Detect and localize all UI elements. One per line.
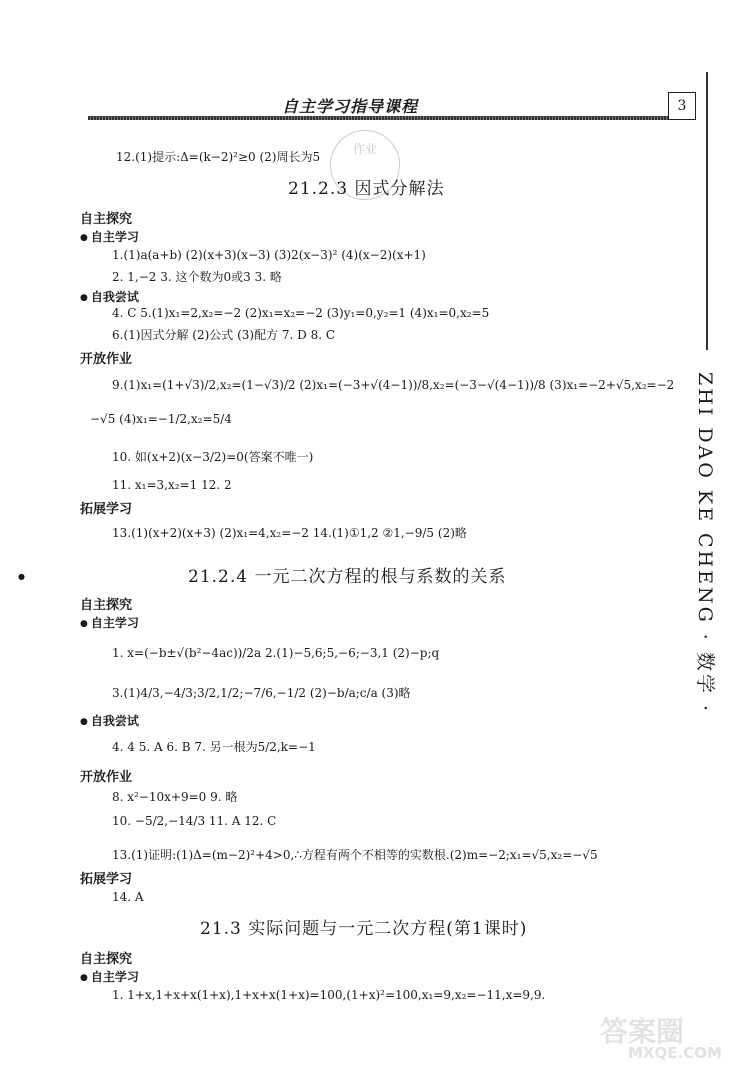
answer-line: −√5 (4)x₁=−1/2,x₂=5/4 xyxy=(90,412,232,426)
watermark-logo: 答案圈 xyxy=(600,1015,685,1048)
answer-line: 1. 1+x,1+x+x(1+x),1+x+x(1+x)=100,(1+x)²=100,x₁=9,x₂=−11,x=9,9. xyxy=(112,988,546,1002)
section-title: 21.3 实际问题与一元二次方程(第1课时) xyxy=(200,919,528,939)
group-heading: 拓展学习 xyxy=(80,502,133,517)
side-label xyxy=(688,372,728,714)
answer-line: 10. 如(x+2)(x−3/2)=0(答案不唯一) xyxy=(112,450,314,464)
watermark-url: MXQE.COM xyxy=(628,1044,722,1062)
answer-line: 9.(1)x₁=(1+√3)/2,x₂=(1−√3)/2 (2)x₁=(−3+√(4−1))/8,x₂=(−3−√(4−1))/8 (3)x₁=−2+√5,x₂=−2 xyxy=(112,378,675,392)
answer-line: 6.(1)因式分解 (2)公式 (3)配方 7. D 8. C xyxy=(112,328,336,342)
answer-line: 2. 1,−2 3. 这个数为0或3 3. 略 xyxy=(112,270,282,284)
subheading: ● 自我尝试 xyxy=(80,712,139,729)
header-title: 自主学习指导课程 xyxy=(282,97,419,116)
answer-line: 1. x=(−b±√(b²−4ac))/2a 2.(1)−5,6;5,−6;−3,1 (2)−p;q xyxy=(112,646,440,660)
section-title: 21.2.3 因式分解法 xyxy=(288,179,445,199)
header-rule xyxy=(88,116,678,120)
subheading: ● 自主学习 xyxy=(80,968,139,985)
answer-line: 12.(1)提示:Δ=(k−2)²≥0 (2)周长为5 xyxy=(116,150,321,164)
group-heading: 开放作业 xyxy=(80,770,133,785)
answer-line: 4. 4 5. A 6. B 7. 另一根为5/2,k=−1 xyxy=(112,740,316,754)
answer-line: 1.(1)a(a+b) (2)(x+3)(x−3) (3)2(x−3)² (4)(x−2)(x+1) xyxy=(112,248,426,262)
answer-line: 13.(1)证明:(1)Δ=(m−2)²+4>0,∴方程有两个不相等的实数根.(2)m=−2;x₁=√5,x₂=−√5 xyxy=(112,848,598,862)
answer-line: 11. x₁=3,x₂=1 12. 2 xyxy=(112,478,232,492)
group-heading: 自主探究 xyxy=(80,212,133,227)
side-label-text: ZHI DAO KE CHENG · 数学 · xyxy=(694,372,716,714)
answer-line: 4. C 5.(1)x₁=2,x₂=−2 (2)x₁=x₂=−2 (3)y₁=0,y₂=1 (4)x₁=0,x₂=5 xyxy=(112,306,490,320)
subheading: ● 自主学习 xyxy=(80,228,139,245)
answer-line: 14. A xyxy=(112,890,144,904)
page-number: 3 xyxy=(668,92,696,120)
section-title: 21.2.4 一元二次方程的根与系数的关系 xyxy=(188,567,507,587)
answer-line: 8. x²−10x+9=0 9. 略 xyxy=(112,790,238,804)
group-heading: 开放作业 xyxy=(80,352,133,367)
group-heading: 自主探究 xyxy=(80,952,133,967)
answer-line: 10. −5/2,−14/3 11. A 12. C xyxy=(112,814,277,828)
margin-rule xyxy=(706,72,708,350)
subheading: ● 自我尝试 xyxy=(80,288,139,305)
stamp-text: 作业 xyxy=(352,142,377,156)
answer-line: 13.(1)(x+2)(x+3) (2)x₁=4,x₂=−2 14.(1)①1,2 ②1,−9/5 (2)略 xyxy=(112,526,467,540)
answer-line: 3.(1)4/3,−4/3;3/2,1/2;−7/6,−1/2 (2)−b/a;c/a (3)略 xyxy=(112,686,411,700)
group-heading: 拓展学习 xyxy=(80,872,133,887)
subheading: ● 自主学习 xyxy=(80,614,139,631)
group-heading: 自主探究 xyxy=(80,598,133,613)
margin-dot: ● xyxy=(18,572,25,581)
